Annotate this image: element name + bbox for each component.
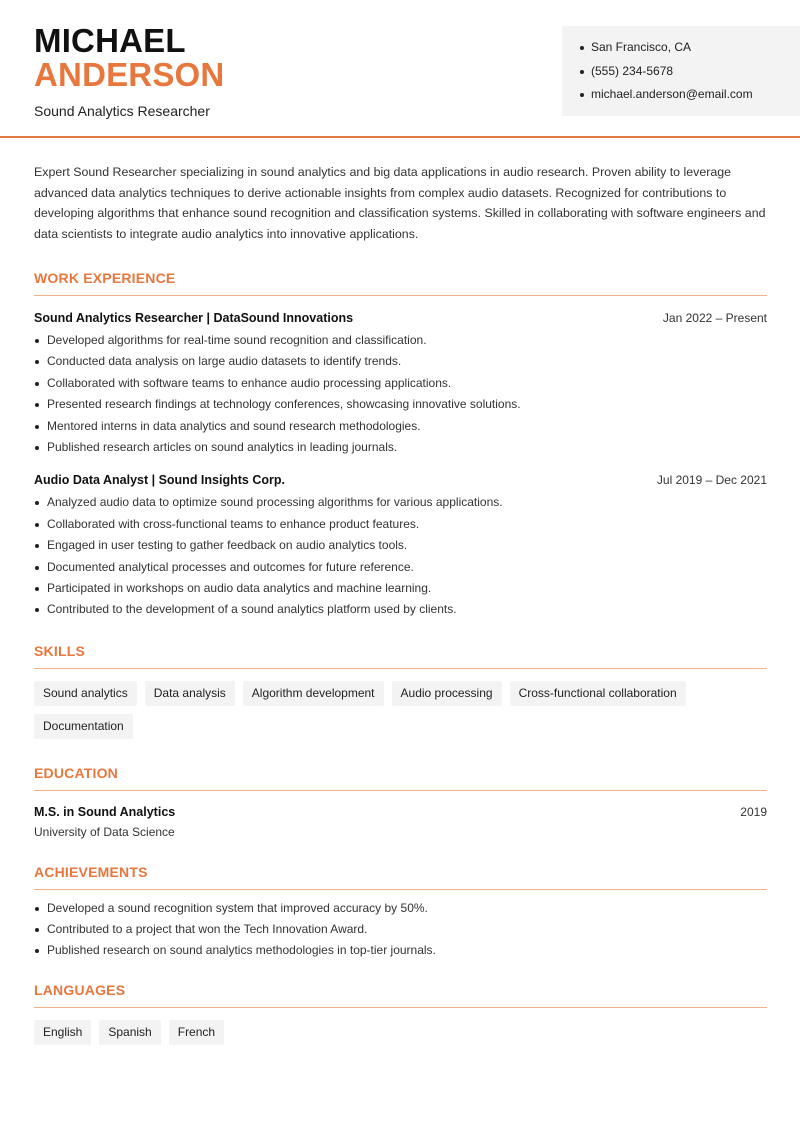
list-item: Contributed to a project that won the Tech Innovation Award. [34, 922, 767, 943]
education-degree: M.S. in Sound Analytics [34, 804, 176, 819]
job-bullets [34, 333, 767, 461]
list-item: Published research articles on sound analytics in leading journals. [34, 440, 767, 461]
bullet-icon [35, 446, 39, 450]
list-item: Developed algorithms for real-time sound recognition and classification. [34, 333, 767, 354]
skill-chip: Algorithm development [243, 681, 384, 706]
resume-header [0, 0, 800, 138]
language-chip: French [169, 1020, 224, 1045]
list-item: Analyzed audio data to optimize sound processing algorithms for various applications. [34, 495, 767, 516]
section-title-achievements: ACHIEVEMENTS [34, 863, 148, 880]
bullet-icon [35, 501, 39, 505]
list-item: Conducted data analysis on large audio datasets to identify trends. [34, 354, 767, 375]
list-item: Developed a sound recognition system that improved accuracy by 50%. [34, 901, 767, 922]
section-title-work: WORK EXPERIENCE [34, 270, 176, 286]
language-chips [34, 1020, 767, 1045]
job-role: Sound Analytics Researcher | DataSound Innovations [34, 311, 354, 325]
job-header [34, 473, 767, 487]
education-school: University of Data Science [34, 824, 175, 839]
section-divider [34, 790, 767, 791]
language-chip: Spanish [99, 1020, 160, 1045]
job-role: Audio Data Analyst | Sound Insights Corp. [34, 473, 285, 488]
contact-email: michael.anderson@email.com [580, 87, 800, 111]
bullet-icon [35, 608, 39, 612]
section-title-education: EDUCATION [34, 764, 118, 781]
work-experience-section [34, 270, 767, 624]
achievement-bullets [34, 901, 767, 965]
list-item: Collaborated with software teams to enhance audio processing applications. [34, 376, 767, 397]
section-divider [34, 295, 767, 296]
language-chip: English [34, 1020, 91, 1045]
list-item: Contributed to the development of a sound analytics platform used by clients. [34, 602, 767, 623]
skill-chip: Data analysis [145, 681, 235, 706]
achievements-section [34, 864, 767, 965]
list-item: Engaged in user testing to gather feedback on audio analytics tools. [34, 538, 767, 559]
skill-chips [34, 681, 767, 739]
section-divider [34, 889, 767, 890]
first-name: MICHAEL [34, 22, 186, 59]
list-item: Published research on sound analytics methodologies in top-tier journals. [34, 943, 767, 964]
name-block [34, 24, 224, 119]
section-divider [34, 668, 767, 669]
skill-chip: Cross-functional collaboration [510, 681, 686, 706]
summary: Expert Sound Researcher specializing in sound analytics and big data applications in audio research. Proven ability to leverage advanced data analytics techniques to derive actionable insights from complex audio datasets. Recognized for contributions to developing algorithms that enhance sound recognition and classification systems. Skilled in collaborating with software engineers and data scientists to integrate audio analytics into innovative applications. [34, 165, 766, 241]
languages-section [34, 982, 767, 1045]
contact-location: San Francisco, CA [580, 40, 800, 64]
resume-body [34, 162, 767, 1045]
list-item: Collaborated with cross-functional teams to enhance product features. [34, 517, 767, 538]
bullet-icon [35, 403, 39, 407]
last-name: ANDERSON [34, 56, 225, 93]
bullet-icon [580, 46, 584, 50]
skills-section [34, 643, 767, 739]
bullet-icon [35, 544, 39, 548]
skill-chip: Audio processing [392, 681, 502, 706]
job-date: Jan 2022 – Present [662, 311, 767, 325]
job-header [34, 311, 767, 325]
bullet-icon [35, 587, 39, 591]
section-title-languages: LANGUAGES [34, 981, 126, 998]
list-item: Mentored interns in data analytics and sound research methodologies. [34, 419, 767, 440]
skill-chip: Documentation [34, 714, 133, 739]
bullet-icon [35, 523, 39, 527]
job-title: Sound Analytics Researcher [34, 103, 210, 119]
bullet-icon [580, 70, 584, 74]
bullet-icon [35, 360, 39, 364]
contact-box [562, 26, 800, 116]
bullet-icon [35, 907, 39, 911]
list-item: Documented analytical processes and outcomes for future reference. [34, 560, 767, 581]
job-date: Jul 2019 – Dec 2021 [656, 473, 767, 488]
bullet-icon [35, 425, 39, 429]
job-bullets [34, 495, 767, 623]
bullet-icon [35, 949, 39, 953]
contact-phone: (555) 234-5678 [580, 64, 800, 88]
list-item: Presented research findings at technology conferences, showcasing innovative solutions. [34, 397, 767, 418]
bullet-icon [580, 93, 584, 97]
list-item: Participated in workshops on audio data analytics and machine learning. [34, 581, 767, 602]
bullet-icon [35, 339, 39, 343]
bullet-icon [35, 382, 39, 386]
education-header [34, 805, 767, 819]
section-divider [34, 1007, 767, 1008]
education-year: 2019 [740, 804, 767, 819]
bullet-icon [35, 566, 39, 570]
bullet-icon [35, 928, 39, 932]
section-title-skills: SKILLS [34, 642, 85, 659]
skill-chip: Sound analytics [34, 681, 137, 706]
education-section [34, 765, 767, 839]
